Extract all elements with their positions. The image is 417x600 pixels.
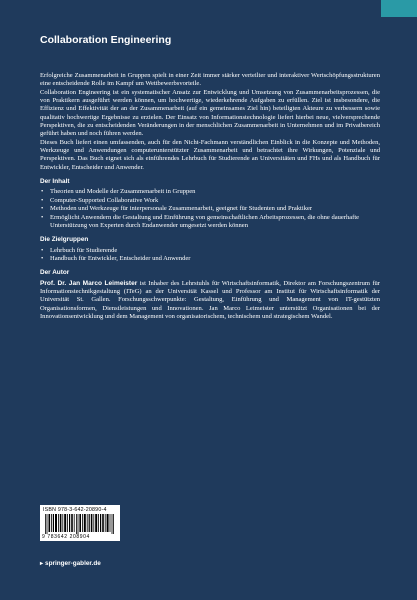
list-item: • Computer-Supported Collaborative Work — [40, 197, 380, 205]
list-item: • Handbuch für Entwickler, Entscheider und Anwender — [40, 255, 380, 263]
barcode-icon — [43, 514, 117, 534]
barcode-digits: 9 783642 208904 — [42, 534, 90, 540]
definition-paragraph: Collaboration Engineering ist ein systematischer Ansatz zur Entwicklung und Umsetzung von Zusammenarbeitsprozessen, die von Praktikern ausgeführt werden können, um hochwertige, wiederkehrende Aufgaben zu erfüllen. Ziel ist insbesondere, die Effizienz und Effektivität der an der Zusammenarbeit (auf ein gemeinsames Ziel hin) beteiligten Akteure zu verbessern sowie qualitativ hochwertige Ergebnisse zu erzielen. Der Einsatz von Informationstechnologie liefert hierbei neue, vielversprechende Perspektiven, die zu entscheidenden Veränderungen in der menschlichen Zusammenarbeit in Unternehmen und im Privatbereich geführt haben und noch führen werden. — [40, 88, 380, 138]
autor-heading: Der Autor — [40, 269, 70, 277]
isbn-barcode — [40, 505, 120, 541]
book-title: Collaboration Engineering — [40, 34, 172, 46]
list-item: • Theorien und Modelle der Zusammenarbeit in Gruppen — [40, 188, 380, 196]
inhalt-heading: Der Inhalt — [40, 178, 70, 186]
intro-paragraph: Erfolgreiche Zusammenarbeit in Gruppen spielt in einer Zeit immer stärker verteilter und interaktiver Wertschöpfungsstrukturen eine entscheidende Rolle im Kampf um Wettbewerbsvorteile. — [40, 72, 380, 88]
isbn-number: ISBN 978-3-642-20890-4 — [43, 507, 107, 513]
author-bio — [40, 280, 380, 322]
back-cover-text — [40, 72, 380, 321]
author-name: Prof. Dr. Jan Marco Leimeister — [40, 279, 138, 287]
publisher-link[interactable] — [40, 560, 101, 567]
inhalt-list — [40, 188, 380, 230]
author-text: ist Inhaber des Lehrstuhls für Wirtschaftsinformatik, Direktor am Forschungszentrum für Informationstechnikgestaltung (ITeG) an der Universität Kassel und Professor am Institut für Wirtschaftsinformatik der Universität St. Gallen. Forschungsschwerpunkte: Gestaltung, Einführung und Management von IT-gestützten Organisationsformen, Dienstleistungen und Innovationen. Jan Marco Leimeister unterstützt Organisationen bei der Innovationsentwicklung und dem Management von organisatorischem, technischem und strategischem Wandel. — [40, 279, 380, 320]
publisher-url: springer-gabler.de — [45, 560, 101, 567]
list-item: • Methoden und Werkzeuge für interpersonale Zusammenarbeit, geeignet für Studenten und Praktiker — [40, 205, 380, 213]
arrow-right-icon: ▸ — [40, 561, 44, 567]
book-paragraph: Dieses Buch liefert einen umfassenden, auch für den Nicht-Fachmann verständlichen Einblick in die Konzepte und Methoden, Werkzeuge und Anwendungen computerunterstützter Zusammenarbeit und betrachtet ihre Wirkungen, Potenziale und Perspektiven. Das Buch eignet sich als einführendes Lehrbuch für Studierende an Universitäten und FHs und als Handbuch für Entwickler, Entscheider und Anwender. — [40, 138, 380, 171]
list-item: • Lehrbuch für Studierende — [40, 247, 380, 255]
accent-bar — [381, 0, 417, 17]
zielgruppen-heading: Die Zielgruppen — [40, 236, 89, 244]
list-item: • Ermöglicht Anwendern die Gestaltung und Einführung von gemeinschaftlichen Arbeitsprozessen, die ohne dauerhafte Unterstützung von Experten durch Endanwender umgesetzt werden können — [40, 214, 380, 231]
zielgruppen-list — [40, 247, 380, 264]
